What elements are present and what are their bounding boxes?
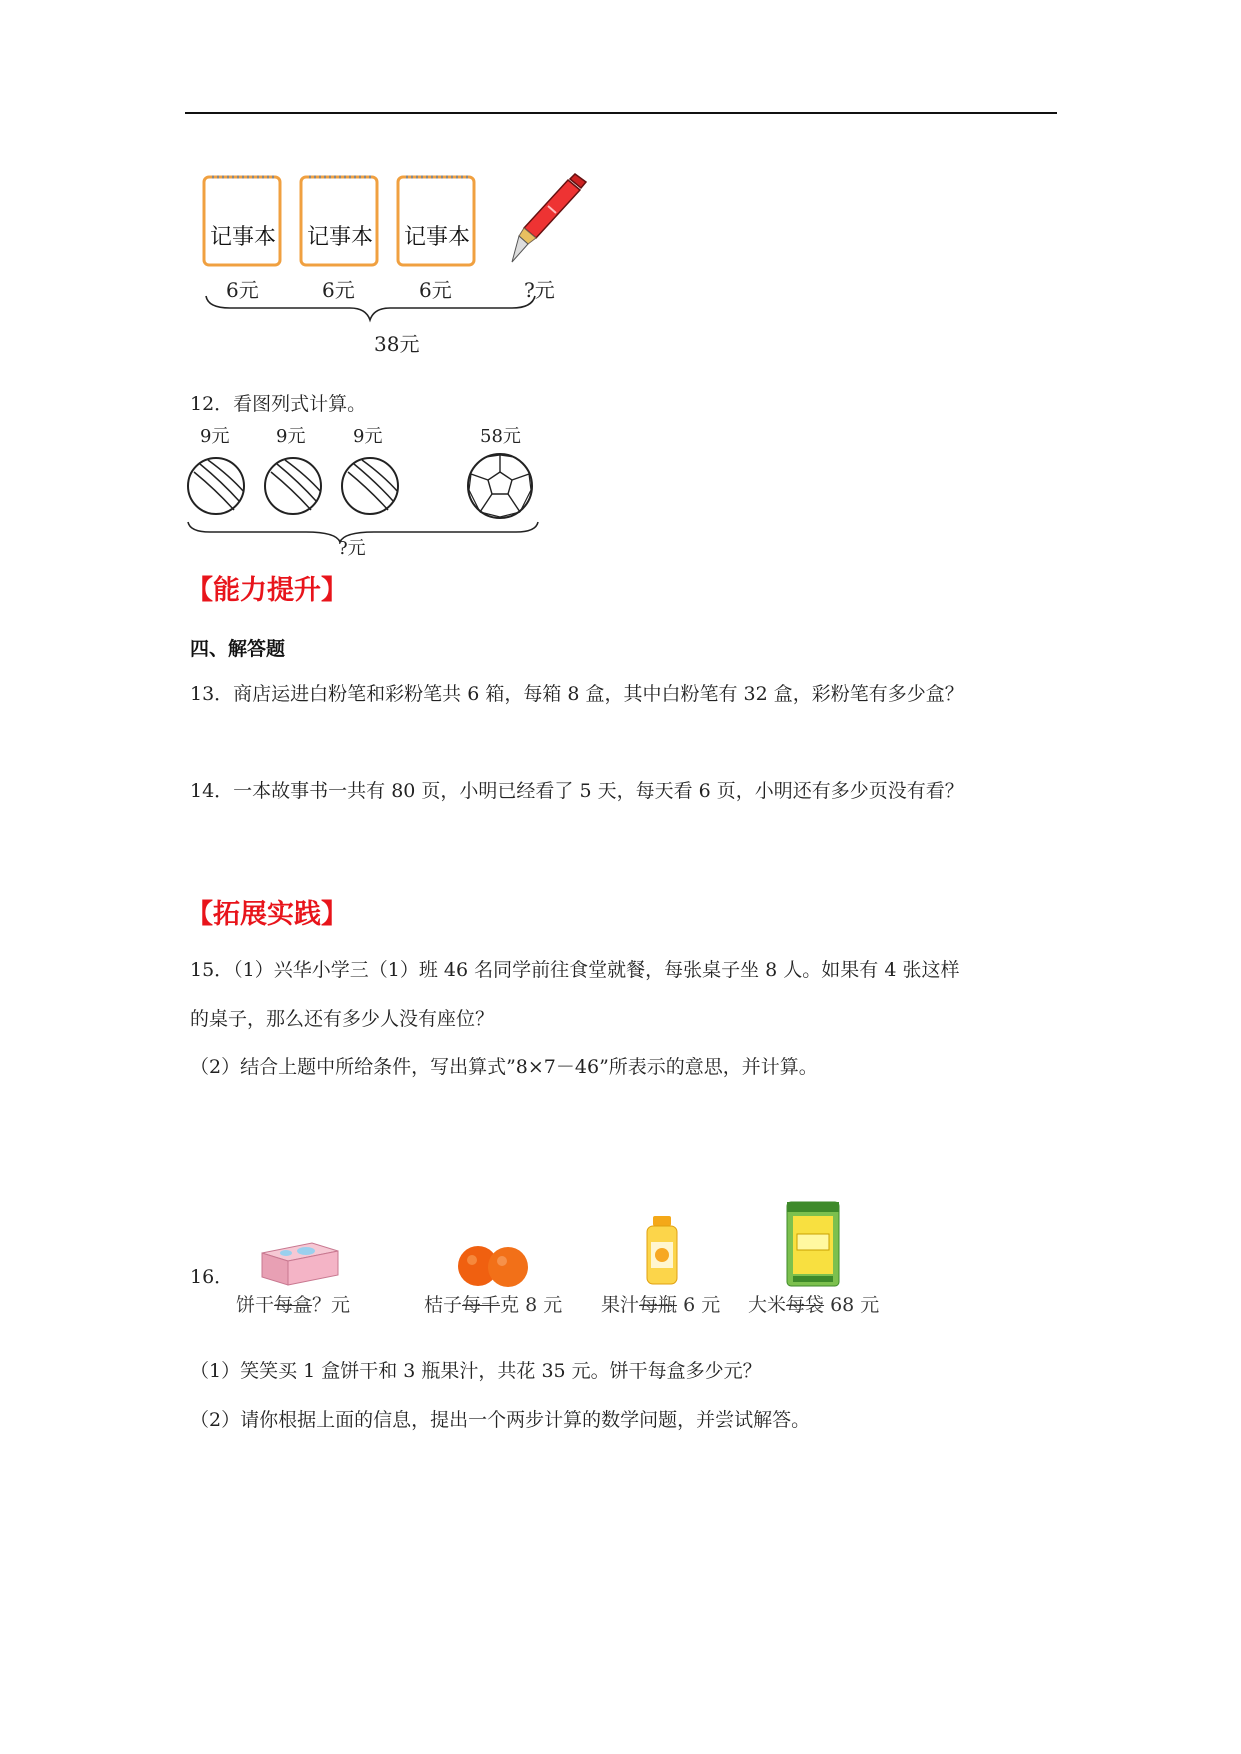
question-16-part-2: （2）请你根据上面的信息，提出一个两步计算的数学问题，并尝试解答。 [190, 1409, 811, 1431]
orange-label [424, 1290, 562, 1317]
rice-label-a: 大米 [748, 1294, 787, 1316]
soccer-ball-icon [468, 454, 532, 518]
question-16-part-1: （1）笑笑买 1 盒饼干和 3 瓶果汁，共花 35 元。饼干每盒多少元？ [190, 1360, 762, 1382]
question-15-line: 的桌子，那么还有多少人没有座位？ [190, 1008, 495, 1030]
biscuit-label-b: ？元 [312, 1294, 351, 1316]
rice-label [748, 1290, 879, 1317]
notebook-label: 记事本 [403, 225, 470, 250]
ball-price: 9元 [276, 426, 306, 447]
q12-title: 12．看图列式计算。 [190, 393, 367, 415]
question-15-line: 15．（1）兴华小学三（1）班 46 名同学前往食堂就餐，每张桌子坐 8 人。如果有 4 张这样 [190, 959, 960, 981]
orange-icon [456, 1236, 532, 1288]
total-price: ?元 [338, 538, 366, 559]
juice-label-b: 6 元 [677, 1294, 721, 1316]
ball-price: 9元 [353, 426, 383, 447]
soccer-ball-price: 58元 [480, 426, 521, 447]
header-rule [185, 112, 1057, 114]
biscuit-label-struck: 每盒 [274, 1294, 313, 1316]
question-14: 14．一本故事书一共有 80 页，小明已经看了 5 天，每天看 6 页，小明还有多少页没有看？ [190, 780, 964, 802]
notebook-price: 6元 [322, 278, 355, 302]
q12-figure [186, 424, 546, 558]
biscuit-box-icon [258, 1233, 340, 1289]
section-heading-practice: 【拓展实践】 [186, 899, 348, 930]
biscuit-label [236, 1290, 350, 1317]
rice-label-b: 68 元 [824, 1294, 880, 1316]
section-heading-ability: 【能力提升】 [186, 575, 348, 606]
pen-price: ?元 [524, 278, 555, 302]
notebook-price: 6元 [226, 278, 259, 302]
ball-icon [265, 458, 321, 514]
question-16-number: 16． [190, 1266, 234, 1288]
orange-label-b: 克 8 元 [500, 1294, 563, 1316]
fountain-pen-icon [512, 174, 586, 262]
q11-figure [190, 168, 590, 358]
orange-label-struck: 每千 [462, 1294, 501, 1316]
juice-label [601, 1290, 720, 1317]
subsection-heading: 四、解答题 [190, 638, 286, 660]
total-price: 38元 [374, 332, 420, 356]
juice-bottle-icon [643, 1214, 681, 1286]
notebook-price: 6元 [419, 278, 452, 302]
rice-bag-icon [784, 1200, 842, 1288]
ball-icon [188, 458, 244, 514]
question-13: 13．商店运进白粉笔和彩粉笔共 6 箱，每箱 8 盒，其中白粉笔有 32 盒，彩粉笔有多少盒？ [190, 683, 964, 705]
orange-label-a: 桔子 [424, 1294, 463, 1316]
notebook-label: 记事本 [306, 225, 373, 250]
ball-icon [342, 458, 398, 514]
question-15-line: （2）结合上题中所给条件，写出算式”8×7－46”所表示的意思，并计算。 [190, 1056, 818, 1078]
juice-label-struck: 每瓶 [639, 1294, 678, 1316]
biscuit-label-a: 饼干 [236, 1294, 275, 1316]
rice-label-struck: 每袋 [786, 1294, 825, 1316]
ball-price: 9元 [200, 426, 230, 447]
notebook-label: 记事本 [209, 225, 276, 250]
juice-label-a: 果汁 [601, 1294, 640, 1316]
